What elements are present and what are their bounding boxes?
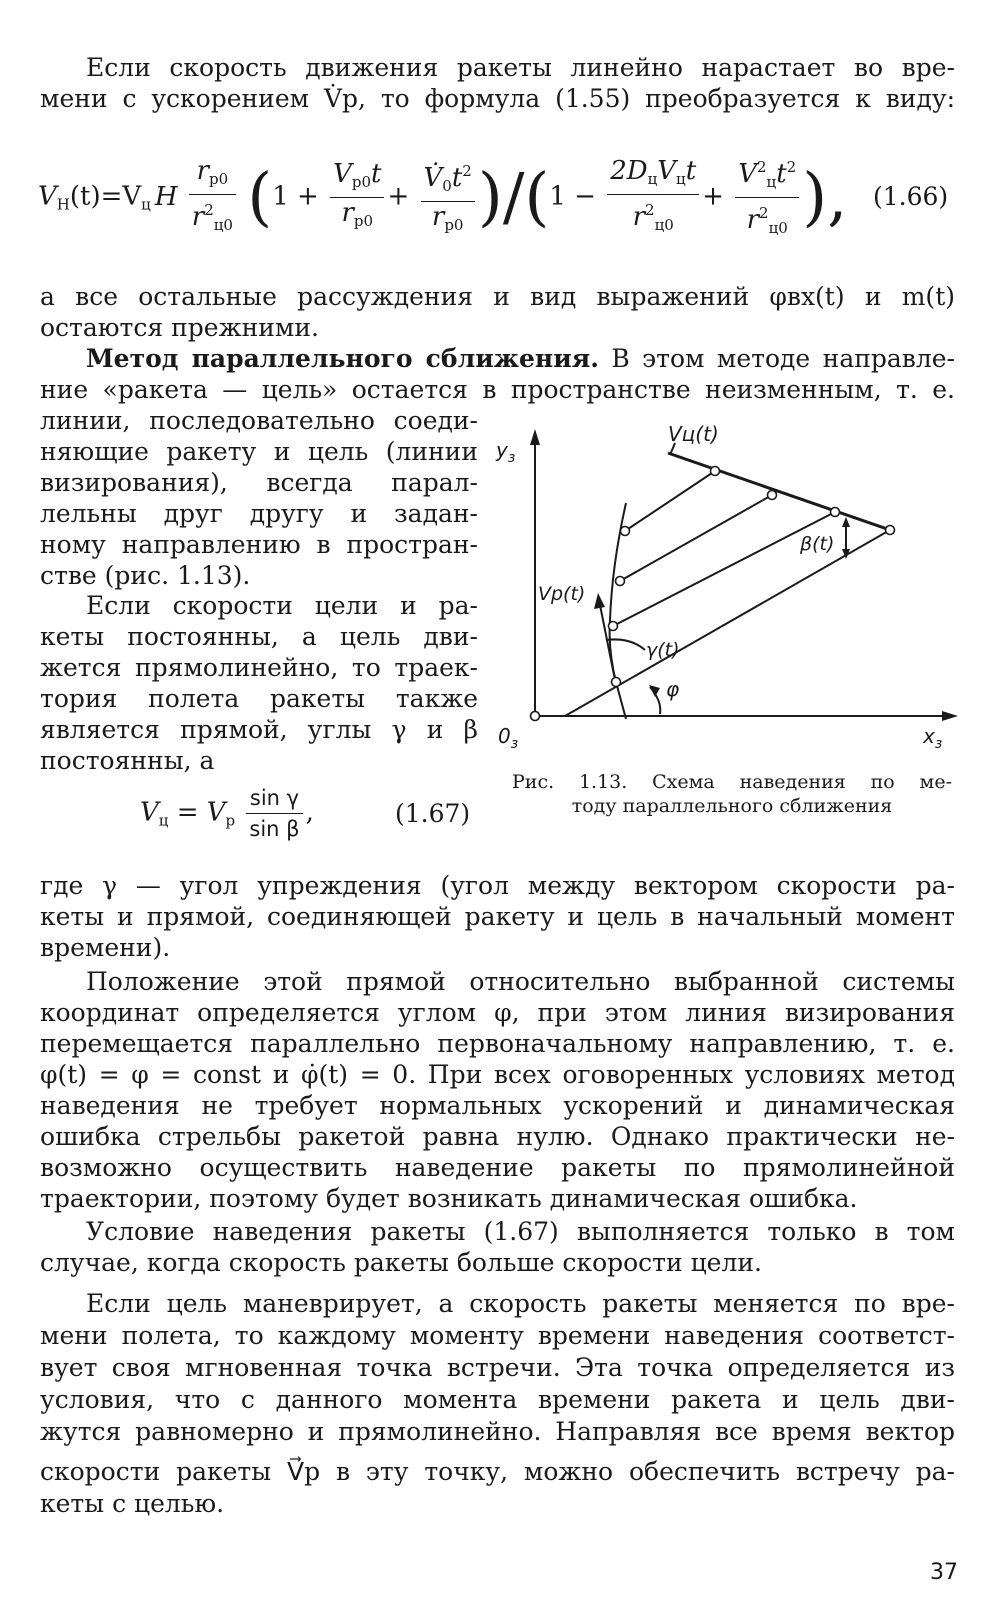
- target-point: [711, 467, 720, 476]
- eq-superscript: 2: [462, 161, 472, 180]
- equation-1-67: [140, 783, 485, 853]
- phi-label: φ: [666, 677, 680, 701]
- eq-symbol: r: [191, 201, 205, 232]
- missile-velocity-label: Vр(t): [538, 583, 586, 605]
- text-line: Положение этой прямой относительно выбранной системы: [86, 967, 955, 996]
- equation-number: (1.67): [395, 799, 471, 828]
- eq-symbol: = V: [168, 797, 226, 828]
- text-line: тория полета ракеты также: [40, 684, 478, 713]
- text-line: стве (рис. 1.13).: [40, 561, 251, 590]
- caption-line: тоду параллельного сближения: [571, 795, 893, 817]
- text-line: условия, что с данного момента времени ракета и цель дви-: [40, 1385, 955, 1414]
- text-line: времени).: [40, 933, 171, 962]
- eq-symbol: +: [387, 181, 410, 212]
- eq-subscript: p0: [353, 212, 374, 230]
- eq-paren: (: [524, 160, 550, 235]
- text-line: случае, когда скорость ракеты больше скорости цели.: [40, 1248, 762, 1277]
- eq-superscript: 2: [645, 200, 655, 219]
- eq-fraction: [330, 159, 384, 236]
- eq-subscript: ц: [158, 811, 169, 830]
- text-line: мени с ускорением V̇р, то формула (1.55) преобразуется к виду:: [40, 84, 955, 113]
- eq-subscript: ц: [676, 169, 686, 188]
- paragraph-line-position: [40, 966, 955, 1214]
- origin-label: $0_з$: [498, 724, 519, 752]
- eq-superscript: 2: [756, 158, 767, 176]
- text-line: остаются прежними.: [40, 313, 319, 342]
- eq-symbol: r: [341, 198, 354, 228]
- eq-superscript: 2: [204, 200, 214, 219]
- text-line: ошибка стрельбы ракетой равна нулю. Однако практически не-: [40, 1122, 955, 1151]
- eq-subscript: p0: [351, 173, 371, 191]
- beta-arrow-up: [842, 517, 850, 527]
- eq-symbol: V̇: [423, 162, 443, 193]
- text-line: а все остальные рассуждения и вид выражений φвх(t) и m(t): [40, 282, 955, 311]
- paragraph-gamma-definition: [40, 870, 955, 963]
- eq-subscript: 0: [442, 176, 452, 195]
- eq-symbol: t: [371, 159, 382, 189]
- eq-symbol: 1 −: [549, 181, 596, 212]
- eq-slash: /: [502, 160, 525, 235]
- text-line: лельны друг другу и задан-: [40, 499, 478, 528]
- gamma-label: γ(t): [646, 639, 680, 661]
- eq-fraction: [735, 152, 799, 243]
- gamma-arc: [606, 639, 645, 650]
- eq-symbol: +: [702, 181, 724, 212]
- missile-point: [612, 678, 621, 687]
- eq-symbol: V: [738, 159, 757, 189]
- x-axis-arrow: [942, 711, 958, 721]
- eq-symbol: r: [632, 201, 646, 232]
- origin-point: [531, 712, 540, 721]
- text-line: вует своя мгновенная точка встречи. Эта точка определяется из: [40, 1353, 955, 1382]
- eq-superscript: 2: [786, 158, 797, 176]
- eq-paren: (: [247, 160, 273, 235]
- eq-subscript: р: [225, 811, 236, 830]
- caption-line: Рис. 1.13. Схема наведения по ме-: [512, 771, 952, 793]
- eq-subscript: ц: [141, 195, 151, 214]
- eq-fraction: [189, 156, 236, 240]
- target-point: [831, 508, 840, 517]
- eq-fraction: [421, 156, 475, 240]
- eq-subscript: ц0: [654, 215, 674, 234]
- eq-subscript: p0: [209, 169, 229, 188]
- text-line: кеты постоянны, а цель дви-: [40, 622, 478, 651]
- figure-caption: [512, 770, 952, 818]
- eq-symbol: r: [196, 155, 210, 186]
- line-of-sight: [625, 471, 715, 531]
- line-of-sight: [613, 512, 835, 626]
- target-point: [886, 526, 895, 535]
- beta-label: β(t): [800, 533, 835, 555]
- eq-symbol: ,: [305, 797, 314, 828]
- text-line: няющие ракету и цель (линии: [40, 437, 478, 466]
- eq-superscript: 2: [759, 204, 769, 222]
- text-line: жется прямолинейно, то траек-: [40, 653, 478, 682]
- text-line: скорости ракеты V⃗р в эту точку, можно обеспечить встречу ра-: [40, 1457, 955, 1486]
- paragraph-intro: [40, 52, 955, 114]
- eq-symbol: 2D: [610, 155, 648, 186]
- text-line: ние «ракета — цель» остается в пространстве неизменным, т. е.: [40, 375, 955, 404]
- text-line: возможно осуществить наведение ракеты по прямолинейной: [40, 1153, 955, 1182]
- text-line: где γ — угол упреждения (угол между вектором скорости ра-: [40, 871, 955, 900]
- eq-subscript: ц: [766, 173, 777, 191]
- eq-symbol: t: [685, 155, 697, 186]
- equation-number: (1.66): [873, 182, 949, 211]
- paragraph-constant-speeds: [40, 590, 478, 776]
- text-line: перемещается параллельно первоначальному направлению, т. е.: [40, 1029, 955, 1058]
- eq-fraction: [246, 783, 302, 844]
- y-axis-label: $y_з$: [496, 438, 516, 466]
- text-line: ному направлению в простран-: [40, 530, 478, 559]
- text-line: линии, последовательно соеди-: [40, 406, 478, 435]
- text-line: наведения не требует нормальных ускорений и динамическая: [40, 1091, 955, 1120]
- paragraph-maneuvering-target: [40, 1288, 955, 1520]
- text-line: Если цель маневрирует, а скорость ракеты меняется по вре-: [86, 1289, 955, 1318]
- eq-paren: ),: [802, 160, 848, 235]
- eq-subscript: ц0: [213, 215, 233, 234]
- eq-symbol: r: [746, 205, 760, 235]
- eq-symbol: 1 +: [272, 181, 319, 212]
- eq-denominator: sin β: [249, 817, 300, 841]
- eq-fraction: [607, 156, 699, 240]
- eq-symbol: V: [657, 155, 677, 186]
- missile-velocity-arrow: [594, 593, 605, 609]
- eq-symbol: t: [451, 162, 463, 193]
- paragraph-after-166: [40, 281, 955, 343]
- phi-arc-arrow: [649, 685, 660, 697]
- text-line: постоянны, а: [40, 746, 215, 775]
- text-line: кеты с целью.: [40, 1489, 225, 1518]
- eq-symbol: V: [140, 797, 159, 828]
- text-line: мени полета, то каждому моменту времени наведения соответст-: [40, 1321, 955, 1350]
- page-number: 37: [930, 1560, 958, 1585]
- text-line: визирования), всегда парал-: [40, 468, 478, 497]
- equation-1-66: [38, 152, 958, 252]
- text-line: координат определяется углом φ, при этом линия визирования: [40, 998, 955, 1027]
- eq-subscript: p0: [444, 215, 464, 234]
- eq-symbol: V: [333, 159, 352, 189]
- target-point: [768, 491, 777, 500]
- missile-point: [609, 622, 618, 631]
- eq-symbol: r: [431, 201, 445, 232]
- eq-subscript: H: [56, 195, 70, 214]
- text-line: Условие наведения ракеты (1.67) выполняется только в том: [86, 1217, 955, 1246]
- line-of-sight: [620, 495, 772, 581]
- text-line: жутся равномерно и прямолинейно. Направляя все время вектор: [40, 1417, 955, 1446]
- eq-symbol: t: [776, 159, 787, 189]
- paragraph-parallel-method-cont: [40, 405, 478, 591]
- text-line: φ(t) = φ = const и φ̇(t) = 0. При всех оговоренных условиях метод: [40, 1060, 955, 1089]
- paragraph-guidance-condition: [40, 1216, 955, 1278]
- missile-point: [621, 527, 630, 536]
- text-line: траектории, поэтому будет возникать динамическая ошибка.: [40, 1184, 858, 1213]
- text-line: Если скорости цели и ра-: [86, 591, 478, 620]
- eq-symbol: V: [38, 181, 57, 212]
- paragraph-parallel-method: [40, 343, 955, 405]
- eq-paren: ): [477, 160, 503, 235]
- eq-symbol: H: [154, 181, 178, 212]
- eq-subscript: ц: [647, 169, 658, 188]
- y-axis-arrow: [530, 429, 540, 445]
- text-line: является прямой, углы γ и β: [40, 715, 478, 744]
- x-axis-label: $x_з$: [923, 724, 943, 752]
- text-line: Если скорость движения ракеты линейно нарастает во вре-: [86, 53, 955, 82]
- text-fragment: В этом методе направле-: [598, 344, 955, 373]
- eq-subscript: ц0: [768, 219, 788, 237]
- eq-symbol: (t)=V: [69, 181, 142, 212]
- target-velocity-label: Vц(t): [668, 425, 719, 446]
- target-trajectory: [668, 453, 890, 530]
- text-line: [40, 343, 955, 374]
- section-heading: Метод параллельного сближения.: [86, 344, 599, 373]
- figure-parallel-approach: [490, 425, 960, 765]
- eq-numerator: sin γ: [246, 783, 302, 814]
- text-line: кеты и прямой, соединяющей ракету и цель в начальный момент: [40, 902, 955, 931]
- missile-point: [616, 577, 625, 586]
- missile-velocity-vector: [600, 605, 615, 680]
